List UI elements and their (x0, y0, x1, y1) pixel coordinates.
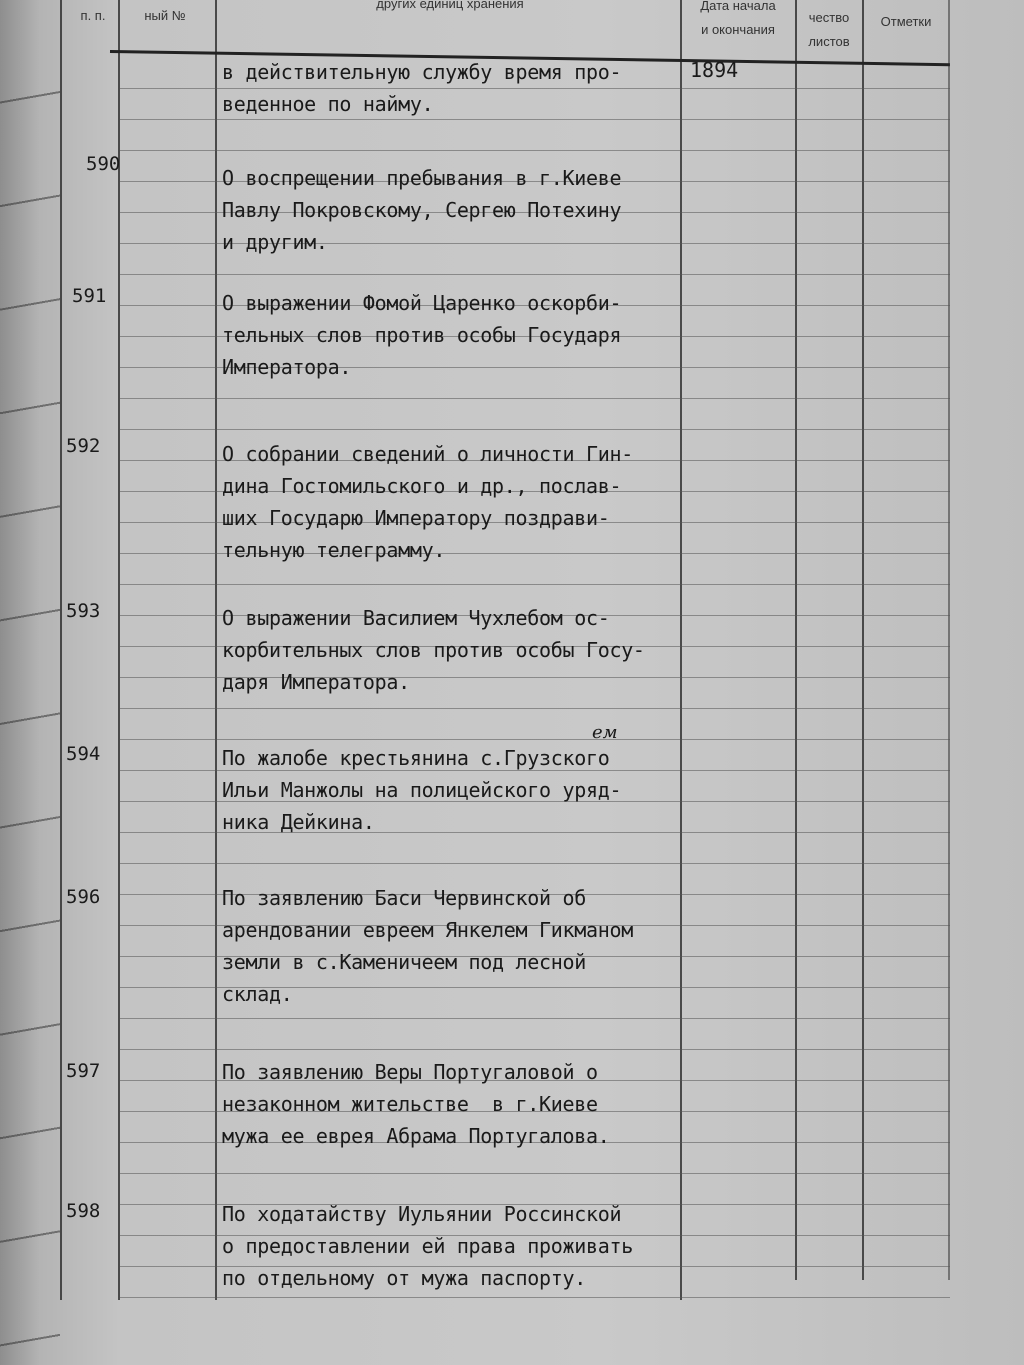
handwritten-correction: ем (592, 722, 618, 743)
entry-text: По заявлению Баси Червинской об арендовании евреем Янкелем Гикманом земли в с.Каменичеем под лесной склад. (222, 886, 633, 1006)
column-divider (862, 0, 864, 1280)
entry-number: 593 (66, 600, 101, 622)
ruled-line (120, 429, 950, 430)
binding-shadow (0, 0, 60, 1365)
header-col-no: п. п. (80, 8, 106, 23)
ruled-line (120, 150, 950, 151)
entry-text: в действительную службу время про- веденное по найму. (222, 60, 622, 116)
entry-text: О выражении Василием Чухлебом ос- корбительных слов против особы Госу- даря Императора. (222, 606, 645, 694)
entry-number: 591 (72, 285, 107, 307)
entry-text: О воспрещении пребывания в г.Киеве Павлу Покровскому, Сергею Потехину и другим. (222, 166, 622, 254)
entry-number: 597 (66, 1060, 101, 1082)
column-divider (680, 0, 682, 1300)
entry-number: 596 (66, 886, 101, 908)
ruled-line (120, 863, 950, 864)
entry-date: 1894 (690, 58, 739, 82)
entry-number: 594 (66, 743, 101, 765)
column-divider (948, 0, 950, 1280)
header-col-notes: Отметки (880, 14, 932, 29)
column-divider (118, 0, 120, 1300)
ruled-line (120, 274, 950, 275)
ruled-line (120, 1297, 950, 1298)
entry-number: 590 (86, 153, 121, 175)
page-edge (60, 0, 62, 1300)
column-divider (795, 0, 797, 1280)
header-col-title: других единиц хранения (376, 0, 524, 11)
entry-text: По жалобе крестьянина с.Грузского Ильи Манжолы на полицейского уряд- ника Дейкина. (222, 746, 622, 834)
ruled-line (120, 584, 950, 585)
entry-text: О выражении Фомой Царенко оскорби- тельных слов против особы Государя Императора. (222, 291, 622, 379)
entry-text: О собрании сведений о личности Гин- дина Гостомильского и др., послав- ших Государю Императору поздрави- тельную телеграмму. (222, 442, 633, 562)
entry-number: 592 (66, 435, 101, 457)
ruled-line (120, 1018, 950, 1019)
ruled-line (120, 739, 950, 740)
ruled-line (120, 708, 950, 709)
ruled-line (120, 1173, 950, 1174)
header-col-inv: ный № (144, 8, 186, 23)
entry-text: По заявлению Веры Португаловой о незаконном жительстве в г.Киеве мужа ее еврея Абрама Португалова. (222, 1060, 610, 1148)
entry-text: По ходатайству Иульянии Россинской о предоставлении ей права проживать по отдельному от мужа паспорту. (222, 1202, 633, 1290)
header-col-dates: Дата начала и окончания (700, 0, 776, 37)
header-col-sheets: чество листов (808, 10, 850, 49)
ruled-line (120, 398, 950, 399)
ruled-line (120, 1049, 950, 1050)
entry-number: 598 (66, 1200, 101, 1222)
column-divider (215, 0, 217, 1300)
